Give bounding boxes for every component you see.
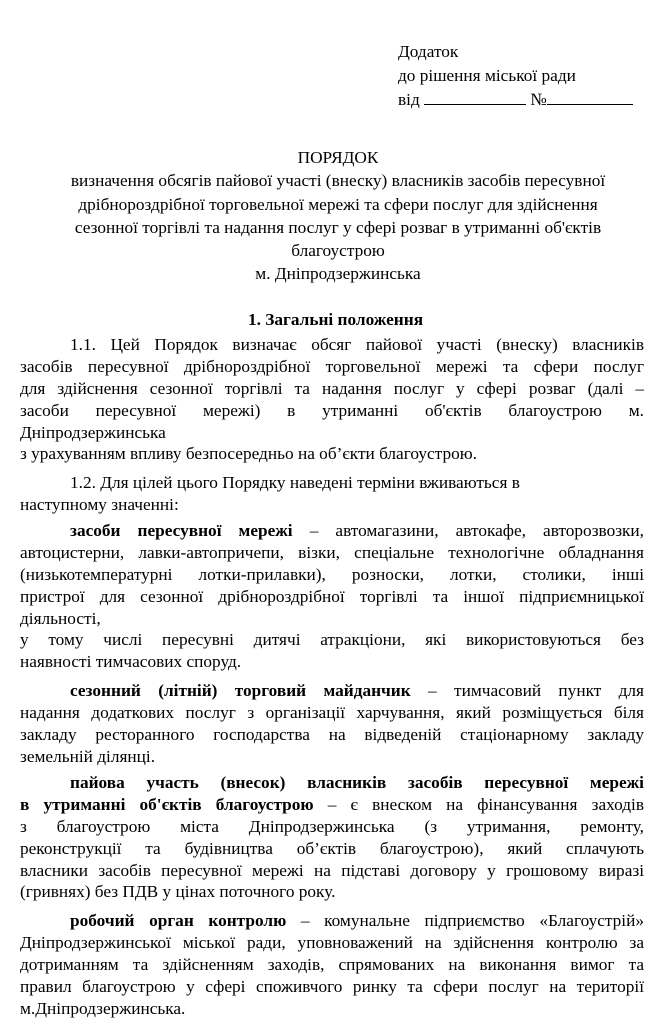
term-control-body [20, 910, 644, 1019]
number-blank [547, 88, 633, 105]
text-line: земельній ділянці. [20, 746, 156, 766]
text-line: 1.1. Цей Порядок визначає обсяг пайової участі (внеску) власників [70, 335, 644, 354]
term-definition-start: – є внеском на фінансування заходів [313, 794, 644, 814]
number-label: № [530, 90, 547, 109]
term-definition-start: – автомагазини, автокафе, авторозвозки, [292, 521, 644, 540]
text-line: автоцистерни, лавки-автопричепи, візки, спеціальне технологічне обладнання [20, 542, 644, 562]
term-label: робочий орган контролю [70, 911, 287, 930]
text-line: Дніпродзержинської міської ради, уповноважений на здійснення контролю за [20, 932, 644, 952]
term-mobile-network [20, 520, 644, 673]
addendum-date-number [398, 88, 633, 112]
text-line: (гривнях) без ПДВ у цінах поточного року. [20, 882, 336, 902]
text-line: правил благоустрою у сфері споживчого ринку та сфери послуг на території [20, 976, 644, 996]
text-line: діяльності, [20, 608, 101, 628]
addendum-header [398, 40, 633, 112]
term-label: засоби пересувної мережі [70, 521, 293, 540]
text-line: з урахуванням впливу безпосередньо на об’єкти благоустрою. [20, 444, 477, 464]
date-blank [424, 88, 526, 105]
addendum-decision: до рішення міської ради [398, 66, 576, 85]
term-label-cont: в утриманні об'єктів благоустрою [20, 794, 314, 814]
paragraph-1-2 [20, 472, 644, 516]
text-line: реконструкції та будівництва об’єктів благоустрою), який сплачують [20, 838, 644, 858]
text-line: 1.2. Для цілей цього Порядку наведені терміни вживаються в [70, 473, 520, 492]
section-heading: 1. Загальні положення [247, 310, 424, 329]
text-line: у тому числі пересувні дитячі атракціони, які використовуються без [20, 630, 644, 650]
text-line [20, 910, 644, 932]
text-line: м.Дніпродзержинська. [20, 998, 186, 1018]
term-definition-start: – тимчасовий пункт для [410, 681, 644, 700]
title-heading: ПОРЯДОК [297, 148, 379, 167]
text-line: наступному значенні: [20, 494, 179, 514]
title-line: м. Дніпродзержинська [255, 264, 421, 284]
term-definition-start: – комунальне підприємство «Благоустрій» [286, 911, 644, 930]
term-share-contribution [20, 772, 644, 903]
title-line: благоустрою [291, 241, 385, 261]
title-line: сезонної торгівлі та надання послуг у сфері розваг в утриманні об'єктів [74, 217, 602, 237]
text-line: власники засобів пересувної мережі на підставі договору у грошовому виразі [20, 860, 644, 880]
paragraph-1-1 [20, 334, 644, 465]
text-line [20, 680, 644, 702]
title-line: дрібнороздрібної торговельної мережі та сфери послуг для здійснення [78, 194, 598, 214]
text-line: Дніпродзержинська [20, 422, 166, 442]
text-line: пристрої для сезонної дрібнороздрібної торгівлі та іншої підприємницької [20, 586, 644, 606]
term-seasonal-site [20, 680, 644, 768]
text-line: (низькотемпературні лотки-прилавки), розноски, лотки, столики, інші [20, 564, 644, 584]
title-line: визначення обсягів пайової участі (внеску) власників засобів пересувної [70, 171, 606, 191]
from-label: від [398, 90, 420, 109]
text-line: дотриманням та здійсненням заходів, спрямованих на виконання вимог та [20, 954, 644, 974]
document-title [18, 146, 658, 286]
text-line: засобів пересувної дрібнороздрібної торговельної мережі та сфери послуг [20, 356, 644, 376]
text-line: наявності тимчасових споруд. [20, 652, 242, 672]
text-line: закладу ресторанного господарства на відведеній стаціонарному закладу [20, 724, 644, 744]
text-line [20, 772, 644, 794]
text-line: надання додаткових послуг з організації харчування, який розміщується біля [20, 702, 644, 722]
text-line [20, 794, 644, 816]
text-line: для здійснення сезонної торгівлі та надання послуг у сфері розваг (далі – [20, 378, 644, 398]
text-line: з благоустрою міста Дніпродзержинська (з утримання, ремонту, [20, 816, 644, 836]
term-label: пайова участь (внесок) власників засобів пересувної мережі [70, 773, 644, 792]
text-line [20, 520, 644, 542]
text-line: засоби пересувної мережі) в утриманні об'єктів благоустрою м. [20, 400, 644, 420]
addendum-title: Додаток [398, 42, 459, 61]
term-label: сезонний (літній) торговий майданчик [70, 681, 411, 700]
